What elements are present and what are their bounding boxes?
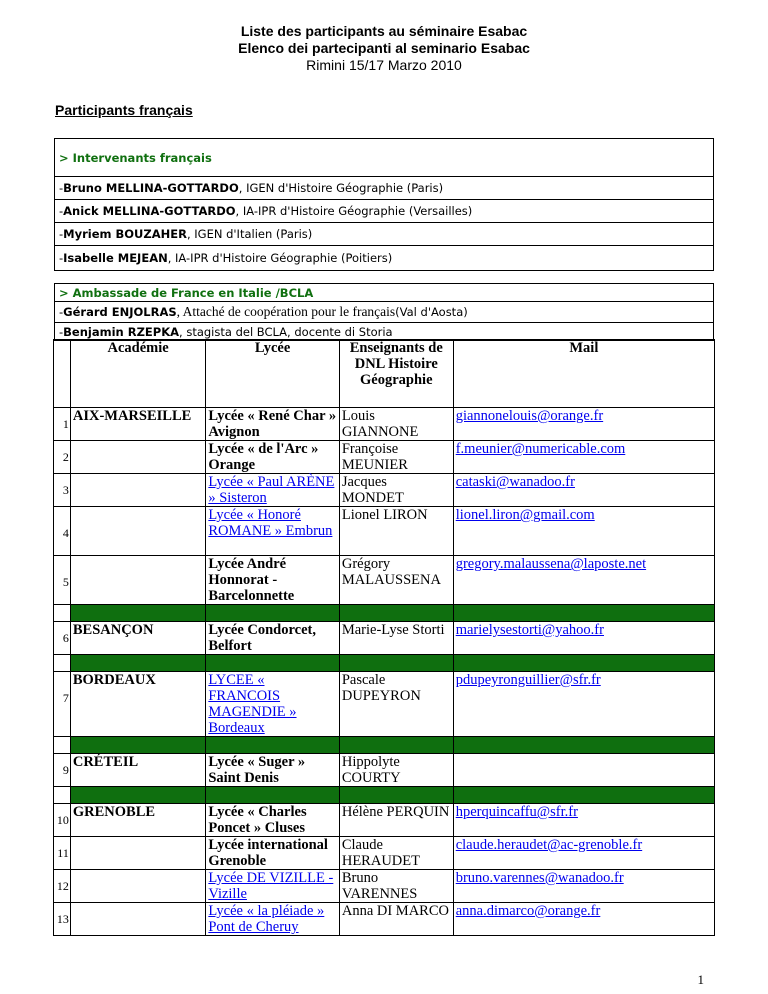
mail-link[interactable]: lionel.liron@gmail.com	[455, 507, 595, 523]
table-row	[54, 804, 715, 837]
ambassade-box	[54, 283, 714, 341]
mail-link[interactable]: anna.dimarco@orange.fr	[455, 903, 601, 919]
teacher-cell: Claude HERAUDET	[339, 837, 453, 870]
academie-cell: BORDEAUX	[70, 672, 205, 737]
separator-row	[54, 655, 715, 672]
mail-link[interactable]: giannonelouis@orange.fr	[455, 408, 604, 424]
participants-table	[53, 339, 715, 936]
mail-cell	[453, 408, 714, 441]
row-number: 6	[54, 622, 71, 655]
page-number: 1	[697, 972, 704, 987]
row-number: 13	[54, 903, 71, 936]
teacher-cell: Hélène PERQUIN	[339, 804, 453, 837]
mail-cell	[453, 507, 714, 556]
mail-cell	[453, 622, 714, 655]
academie-cell	[70, 556, 205, 605]
lycee-cell[interactable]: Lycée « Honoré ROMANE » Embrun	[206, 507, 340, 556]
table-header-row	[54, 340, 715, 408]
table-row	[54, 408, 715, 441]
academie-cell	[70, 441, 205, 474]
ambassade-row: - Benjamin RZEPKA , stagista del BCLA, docente di Storia	[55, 322, 713, 340]
row-number: 5	[54, 556, 71, 605]
header-enseignants: Enseignants de DNL Histoire Géographie	[339, 340, 453, 408]
table-row	[54, 837, 715, 870]
academie-cell	[70, 903, 205, 936]
lycee-cell[interactable]: Lycée « Paul ARÈNE » Sisteron	[206, 474, 340, 507]
teacher-cell: Louis GIANNONE	[339, 408, 453, 441]
intervenant-row: - Myriem BOUZAHER , IGEN d'Italien (Paris)	[55, 222, 713, 245]
teacher-cell: Lionel LIRON	[339, 507, 453, 556]
mail-link[interactable]: cataski@wanadoo.fr	[455, 474, 575, 490]
intervenants-heading: > Intervenants français	[59, 150, 212, 165]
row-number: 7	[54, 672, 71, 737]
separator-row	[54, 737, 715, 754]
mail-link[interactable]: f.meunier@numericable.com	[455, 441, 626, 457]
header-line-3: Rimini 15/17 Marzo 2010	[306, 57, 462, 73]
intervenants-box	[54, 138, 714, 271]
teacher-cell: Jacques MONDET	[339, 474, 453, 507]
academie-cell: BESANÇON	[70, 622, 205, 655]
mail-cell	[453, 441, 714, 474]
mail-cell	[453, 672, 714, 737]
table-row	[54, 870, 715, 903]
mail-cell	[453, 754, 714, 787]
intervenant-row: - Anick MELLINA-GOTTARDO , IA-IPR d'Histoire Géographie (Versailles)	[55, 199, 713, 222]
teacher-cell: Anna DI MARCO	[339, 903, 453, 936]
intervenant-row: - Isabelle MEJEAN , IA-IPR d'Histoire Géographie (Poitiers)	[55, 245, 713, 270]
lycee-cell: Lycée « René Char » Avignon	[206, 408, 340, 441]
mail-cell	[453, 903, 714, 936]
table-row	[54, 672, 715, 737]
lycee-cell: Lycée « Suger » Saint Denis	[206, 754, 340, 787]
lycee-cell: Lycée Condorcet, Belfort	[206, 622, 340, 655]
table-row	[54, 474, 715, 507]
section-title: Participants français	[55, 102, 193, 118]
separator-row	[54, 605, 715, 622]
teacher-cell: Françoise MEUNIER	[339, 441, 453, 474]
table-row	[54, 754, 715, 787]
ambassade-row: - Gérard ENJOLRAS , Attaché de coopération pour le français (Val d'Aosta)	[55, 301, 713, 322]
lycee-cell[interactable]: LYCEE « FRANCOIS MAGENDIE » Bordeaux	[206, 672, 340, 737]
teacher-cell: Pascale DUPEYRON	[339, 672, 453, 737]
row-number: 4	[54, 507, 71, 556]
mail-link[interactable]: gregory.malaussena@laposte.net	[455, 556, 647, 572]
separator-row	[54, 787, 715, 804]
mail-link[interactable]: marielysestorti@yahoo.fr	[455, 622, 604, 638]
academie-cell: GRENOBLE	[70, 804, 205, 837]
row-number: 2	[54, 441, 71, 474]
teacher-cell: Marie-Lyse Storti	[339, 622, 453, 655]
academie-cell: AIX-MARSEILLE	[70, 408, 205, 441]
row-number: 12	[54, 870, 71, 903]
header-lycee: Lycée	[206, 340, 340, 408]
table-row	[54, 903, 715, 936]
lycee-cell: Lycée « de l'Arc » Orange	[206, 441, 340, 474]
row-number: 10	[54, 804, 71, 837]
lycee-cell: Lycée international Grenoble	[206, 837, 340, 870]
academie-cell	[70, 507, 205, 556]
lycee-cell: Lycée « Charles Poncet » Cluses	[206, 804, 340, 837]
row-number: 1	[54, 408, 71, 441]
intervenant-row: - Bruno MELLINA-GOTTARDO , IGEN d'Histoire Géographie (Paris)	[55, 176, 713, 199]
mail-link[interactable]: pdupeyronguillier@sfr.fr	[455, 672, 601, 688]
mail-link[interactable]: bruno.varennes@wanadoo.fr	[455, 870, 624, 886]
mail-cell	[453, 870, 714, 903]
mail-link[interactable]: hperquincaffu@sfr.fr	[455, 804, 578, 820]
lycee-cell: Lycée André Honnorat - Barcelonnette	[206, 556, 340, 605]
academie-cell	[70, 837, 205, 870]
header-line-2: Elenco dei partecipanti al seminario Esabac	[238, 40, 530, 56]
mail-cell	[453, 474, 714, 507]
ambassade-heading: > Ambassade de France en Italie /BCLA	[59, 285, 314, 300]
mail-cell	[453, 556, 714, 605]
lycee-cell[interactable]: Lycée DE VIZILLE -Vizille	[206, 870, 340, 903]
row-number: 9	[54, 754, 71, 787]
table-row	[54, 441, 715, 474]
mail-link[interactable]: claude.heraudet@ac-grenoble.fr	[455, 837, 643, 853]
document-header	[0, 23, 768, 74]
teacher-cell: Hippolyte COURTY	[339, 754, 453, 787]
academie-cell: CRÉTEIL	[70, 754, 205, 787]
header-academie: Académie	[70, 340, 205, 408]
academie-cell	[70, 474, 205, 507]
table-row	[54, 556, 715, 605]
mail-cell	[453, 804, 714, 837]
table-row	[54, 622, 715, 655]
lycee-cell[interactable]: Lycée « la pléiade » Pont de Cheruy	[206, 903, 340, 936]
header-mail: Mail	[453, 340, 714, 408]
teacher-cell: Bruno VARENNES	[339, 870, 453, 903]
teacher-cell: Grégory MALAUSSENA	[339, 556, 453, 605]
academie-cell	[70, 870, 205, 903]
header-line-1: Liste des participants au séminaire Esabac	[240, 23, 528, 39]
row-number: 11	[54, 837, 71, 870]
mail-cell	[453, 837, 714, 870]
row-number: 3	[54, 474, 71, 507]
table-row	[54, 507, 715, 556]
